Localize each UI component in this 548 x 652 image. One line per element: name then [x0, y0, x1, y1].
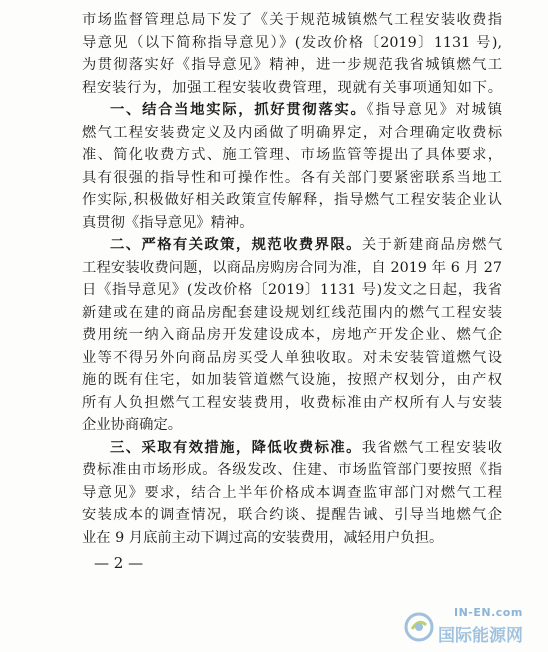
paragraph-line: 为贯彻落实好《指导意见》精神，进一步规范我省城镇燃气工 — [82, 57, 502, 73]
paragraph-line: 业等不得另外向商品房买受人单独收取。对未安装管道燃气设 — [82, 349, 502, 366]
paragraph-line: 工程安装收费问题，以商品房购房合同为准，自 2019 年 6 月 27 — [82, 259, 502, 276]
paragraph-line: 市场监督管理总局下发了《关于规范城镇燃气工程安装收费指 — [82, 12, 502, 28]
paragraph-line: 安装成本的调查情况，联合约谈、提醒告诫、引导当地燃气企 — [82, 507, 502, 523]
section-3-heading: 三、采取有效措施，降低收费标准。 — [110, 439, 362, 456]
paragraph-line: 费用统一纳入商品房开发建设成本，房地产开发企业、燃气企 — [82, 327, 502, 343]
paragraph-line: 真贯彻《指导意见》精神。 — [82, 214, 254, 231]
paragraph-line: 准、简化收费方式、施工管理、市场监管等提出了具体要求， — [82, 147, 502, 163]
section-1-line — [110, 100, 502, 120]
paragraph-line: 新建或在建的商品房配套建设规划红线范围内的燃气工程安装 — [82, 304, 502, 321]
paragraph-line: 程安装行为，加强工程安装收费管理，现就有关事项通知如下。 — [82, 79, 502, 96]
watermark — [394, 604, 544, 648]
paragraph-text: 我省燃气工程安装收 — [361, 439, 503, 456]
paragraph-line: 燃气工程安装费定义及内函做了明确界定，对合理确定收费标 — [82, 124, 502, 141]
energy-logo-icon — [404, 612, 434, 642]
paragraph-line: 导意见（以下简称指导意见）》(发改价格〔2019〕1131 号), — [82, 34, 502, 51]
page-number: — 2 — — [94, 554, 144, 572]
paragraph-line: 所有人负担燃气工程安装费用，收费标准由产权所有人与安装 — [82, 394, 502, 411]
paragraph-line: 作实际,积极做好相关政策宣传解释，指导燃气工程安装企业认 — [82, 192, 502, 208]
watermark-site: IN-EN.com — [454, 606, 523, 619]
watermark-name: 国际能源网 — [438, 626, 523, 646]
paragraph-line: 企业协商确定。 — [82, 417, 183, 433]
paragraph-line: 导意见》要求，结合上半年价格成本调查监审部门对燃气工程 — [82, 484, 502, 501]
paragraph-line: 施的既有住宅，如加装管道燃气设施，按照产权划分，由产权 — [82, 372, 502, 388]
paragraph-line: 业在 9 月底前主动下调过高的安装费用，减轻用户负担。 — [82, 529, 444, 546]
paragraph-line: 具有很强的指导性和可操作性。各有关部门要紧密联系当地工 — [82, 169, 502, 186]
paragraph-line: 费标准由市场形成。各级发改、住建、市场监管部门要按照《指 — [82, 462, 502, 478]
section-1-heading: 一、结合当地实际，抓好贯彻落实。 — [110, 102, 367, 118]
paragraph-text: 《指导意见》对城镇 — [366, 102, 502, 118]
paragraph-line: 日《指导意见》(发改价格〔2019〕1131 号)发文之日起，我省 — [82, 282, 502, 298]
section-2-line — [110, 235, 502, 255]
section-2-heading: 二、严格有关政策，规范收费界限。 — [110, 237, 362, 253]
section-3-line — [110, 438, 502, 458]
paragraph-text: 关于新建商品房燃气 — [361, 237, 503, 253]
